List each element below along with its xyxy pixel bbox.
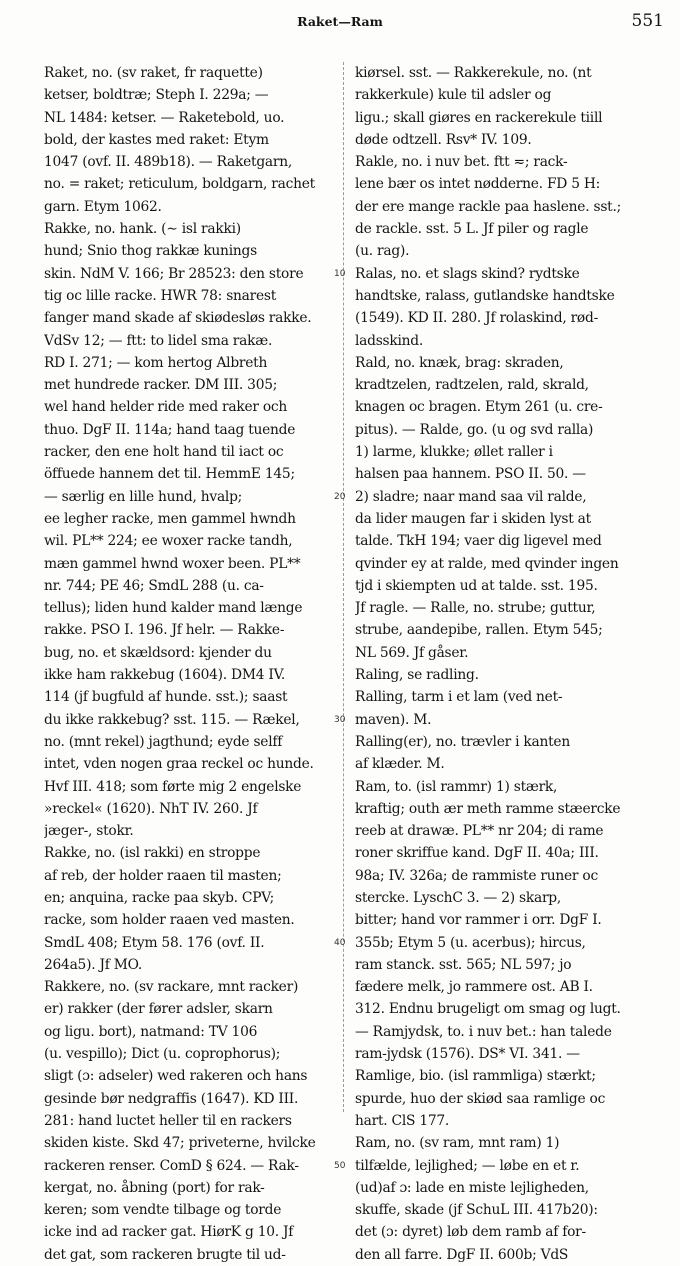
text-line: ketser, boldtræ; Steph I. 229a; — [44,87,269,104]
text-line: wel hand helder ride med raker och [44,399,288,416]
text-line: Rakle, no. i nuv bet. ftt ≂; rack- [355,154,568,171]
text-line: thuo. DgF II. 114a; hand taag tuende [44,421,296,438]
text-line: 355b; Etym 5 (u. acerbus); hircus, [355,934,586,951]
text-line: Rakke, no. (isl rakki) en stroppe [44,845,261,862]
text-line: fædere melk, jo rammere ost. AB I. [355,979,593,996]
text-line: tjd i skiempten ud at talde. sst. 195. [355,577,598,594]
text-line: maven). M. [355,711,432,728]
left-column [44,62,340,1266]
text-line: racker, den ene holt hand til iact oc [44,444,284,461]
text-line: bold, der kastes med raket: Etym [44,131,269,148]
text-line: kraftig; outh ær meth ramme stæercke [355,800,621,817]
text-line: Rald, no. knæk, brag: skraden, [355,354,564,371]
text-line: wil. PL** 224; ee woxer racke tandh, [44,533,293,550]
text-line: icke ind ad racker gat. HiørK g 10. Jf [44,1224,294,1241]
line-number: 10 [334,268,346,279]
text-line: skiden kiste. Skd 47; priveterne, hvilcke [44,1135,316,1152]
text-line: (ud)af ɔ: lade en miste lejligheden, [355,1179,589,1196]
text-line: skuffe, skade (jf SchuL III. 417b20): [355,1202,598,1219]
text-line: Ralling(er), no. trævler i kanten [355,733,570,750]
text-line: SmdL 408; Etym 58. 176 (ovf. II. [44,934,265,951]
text-line: den all farre. DgF II. 600b; VdS [355,1246,569,1263]
text-line: Hvf III. 418; som førte mig 2 engelske [44,778,302,795]
text-line: det (ɔ: dyret) løb dem ramb af for- [355,1224,586,1241]
text-line: pitus). — Ralde, go. (u og svd ralla) [355,421,594,438]
text-line: reeb at drawæ. PL** nr 204; di rame [355,823,604,840]
text-line: — særlig en lille hund, hvalp; [44,488,243,505]
text-line: tilfælde, lejlighed; — løbe en et r. [355,1157,580,1174]
text-line: halsen paa hannem. PSO II. 50. — [355,466,586,483]
text-line: jæger-, stokr. [44,823,134,840]
text-line: Ram, no. (sv ram, mnt ram) 1) [355,1135,560,1152]
text-line: 98a; IV. 326a; de rammiste runer oc [355,867,598,884]
text-line: spurde, huo der skiød saa ramlige oc [355,1090,606,1107]
text-line: kergat, no. åbning (port) for rak- [44,1179,265,1196]
text-line: skin. NdM V. 166; Br 28523: den store [44,265,304,282]
text-line: NL 569. Jf gåser. [355,644,469,661]
text-line: kradtzelen, radtzelen, rald, skrald, [355,377,589,394]
text-line: Jf ragle. — Ralle, no. strube; guttur, [355,600,596,617]
text-line: öffuede hannem det til. HemmE 145; [44,466,295,483]
text-line: tellus); liden hund kalder mand længe [44,600,303,617]
text-line: Raket, no. (sv raket, fr raquette) [44,65,263,81]
page-number: 551 [631,11,664,31]
text-line: knagen oc bragen. Etym 261 (u. cre- [355,399,603,416]
text-line: 264a5). Jf MO. [44,956,143,973]
text-line: Ralas, no. et slags skind? rydtske [355,265,580,282]
text-line: da lider maugen far i skiden lyst at [355,510,591,527]
text-line: talde. TkH 194; vaer dig ligevel med [355,533,602,550]
text-line: handtske, ralass, gutlandske handtske [355,287,615,304]
line-number: 50 [334,1160,346,1171]
text-line: intet, vden nogen graa reckel oc hunde. [44,756,314,773]
text-line: det gat, som rackeren brugte til ud- [44,1246,286,1263]
text-line: du ikke rakkebug? sst. 115. — Rækel, [44,711,300,728]
text-line: der ere mange rackle paa haslene. sst.; [355,198,621,215]
text-line: rakkerkule) kule til adsler og [355,87,552,104]
text-line: rakke. PSO I. 196. Jf helr. — Rakke- [44,622,285,639]
text-line: bug, no. et skældsord: kjender du [44,644,272,661]
text-line: ikke ham rakkebug (1604). DM4 IV. [44,667,286,684]
text-line: met hundrede racker. DM III. 305; [44,377,278,394]
text-line: RD I. 271; — kom hertog Albreth [44,354,268,371]
text-line: ram-jydsk (1576). DS* VI. 341. — [355,1046,580,1063]
text-line: hund; Snio thog rakkæ kunings [44,243,257,260]
text-line: og ligu. bort), natmand: TV 106 [44,1023,258,1040]
text-line: gesinde bør nedgraffis (1647). KD III. [44,1090,299,1107]
text-line: no. = raket; reticulum, boldgarn, rachet [44,176,315,193]
text-line: døde odtzell. Rsv* IV. 109. [355,131,532,148]
text-line: mæn gammel hwnd woxer been. PL** [44,555,301,572]
text-line: — Ramjydsk, to. i nuv bet.: han talede [355,1023,612,1040]
text-line: no. (mnt rekel) jagthund; eyde selff [44,733,283,750]
text-line: lene bær os intet nødderne. FD 5 H: [355,176,601,193]
text-line: en; anquina, racke paa skyb. CPV; [44,889,274,906]
line-number: 20 [334,491,346,502]
text-line: ladsskind. [355,332,424,349]
page-header [0,11,680,33]
line-number: 30 [334,714,346,725]
text-line: af reb, der holder raaen til masten; [44,867,282,884]
text-line: bitter; hand vor rammer i orr. DgF I. [355,912,602,929]
running-head: Raket—Ram [297,14,383,29]
text-line: 1) larme, klukke; øllet raller i [355,444,553,461]
text-line: NL 1484: ketser. — Raketebold, uo. [44,109,285,126]
text-line: kiørsel. sst. — Rakkerekule, no. (nt [355,65,592,81]
text-line: af klæder. M. [355,756,445,773]
text-line: 281: hand luctet heller til en rackers [44,1112,292,1129]
text-line: (1549). KD II. 280. Jf rolaskind, rød- [355,310,598,327]
text-line: 114 (jf bugfuld af hunde. sst.); saast [44,689,288,706]
text-line: Rakke, no. hank. (∼ isl rakki) [44,221,241,238]
text-line: VdSv 12; — ftt: to lidel sma rakæ. [44,332,273,349]
text-line: (u. vespillo); Dict (u. coprophorus); [44,1046,281,1063]
text-line: nr. 744; PE 46; SmdL 288 (u. ca- [44,577,264,594]
text-line: ram stanck. sst. 565; NL 597; jo [355,956,572,973]
text-line: garn. Etym 1062. [44,198,162,215]
text-line: 312. Endnu brugeligt om smag og lugt. [355,1001,621,1018]
text-line: keren; som vendte tilbage og torde [44,1202,282,1219]
text-line: (u. rag). [355,243,410,260]
line-number: 40 [334,937,346,948]
text-line: strube, aandepibe, rallen. Etym 545; [355,622,603,639]
text-line: rackeren renser. ComD § 624. — Rak- [44,1157,299,1174]
column-divider [343,62,344,1112]
text-line: roner skriffue kand. DgF II. 40a; III. [355,845,599,862]
text-line: 2) sladre; naar mand saa vil ralde, [355,488,587,505]
text-line: Rakkere, no. (sv rackare, mnt racker) [44,979,299,996]
text-line: qvinder ey at ralde, med qvinder ingen [355,555,619,572]
text-line: Raling, se radling. [355,667,479,684]
text-line: fanger mand skade af skiødesløs rakke. [44,310,312,327]
text-line: »reckel« (1620). NhT IV. 260. Jf [44,800,258,817]
text-line: sligt (ɔ: adseler) wed rakeren och hans [44,1068,308,1085]
text-line: de rackle. sst. 5 L. Jf piler og ragle [355,221,589,238]
text-line: ee legher racke, men gammel hwndh [44,510,296,527]
text-line: er) rakker (der fører adsler, skarn [44,1001,273,1018]
text-line: 1047 (ovf. II. 489b18). — Raketgarn, [44,154,293,171]
text-line: racke, som holder raaen ved masten. [44,912,295,929]
text-line: tig oc lille racke. HWR 78: snarest [44,287,277,304]
text-line: stercke. LyschC 3. — 2) skarp, [355,889,562,906]
text-line: Ram, to. (isl rammr) 1) stærk, [355,778,558,795]
text-line: hart. ClS 177. [355,1112,450,1129]
text-line: Ramlige, bio. (isl rammliga) stærkt; [355,1068,596,1085]
text-line: Ralling, tarm i et lam (ved net- [355,689,563,706]
text-line: ligu.; skall giøres en rackerekule tiill [355,109,603,126]
right-column [355,62,664,1266]
